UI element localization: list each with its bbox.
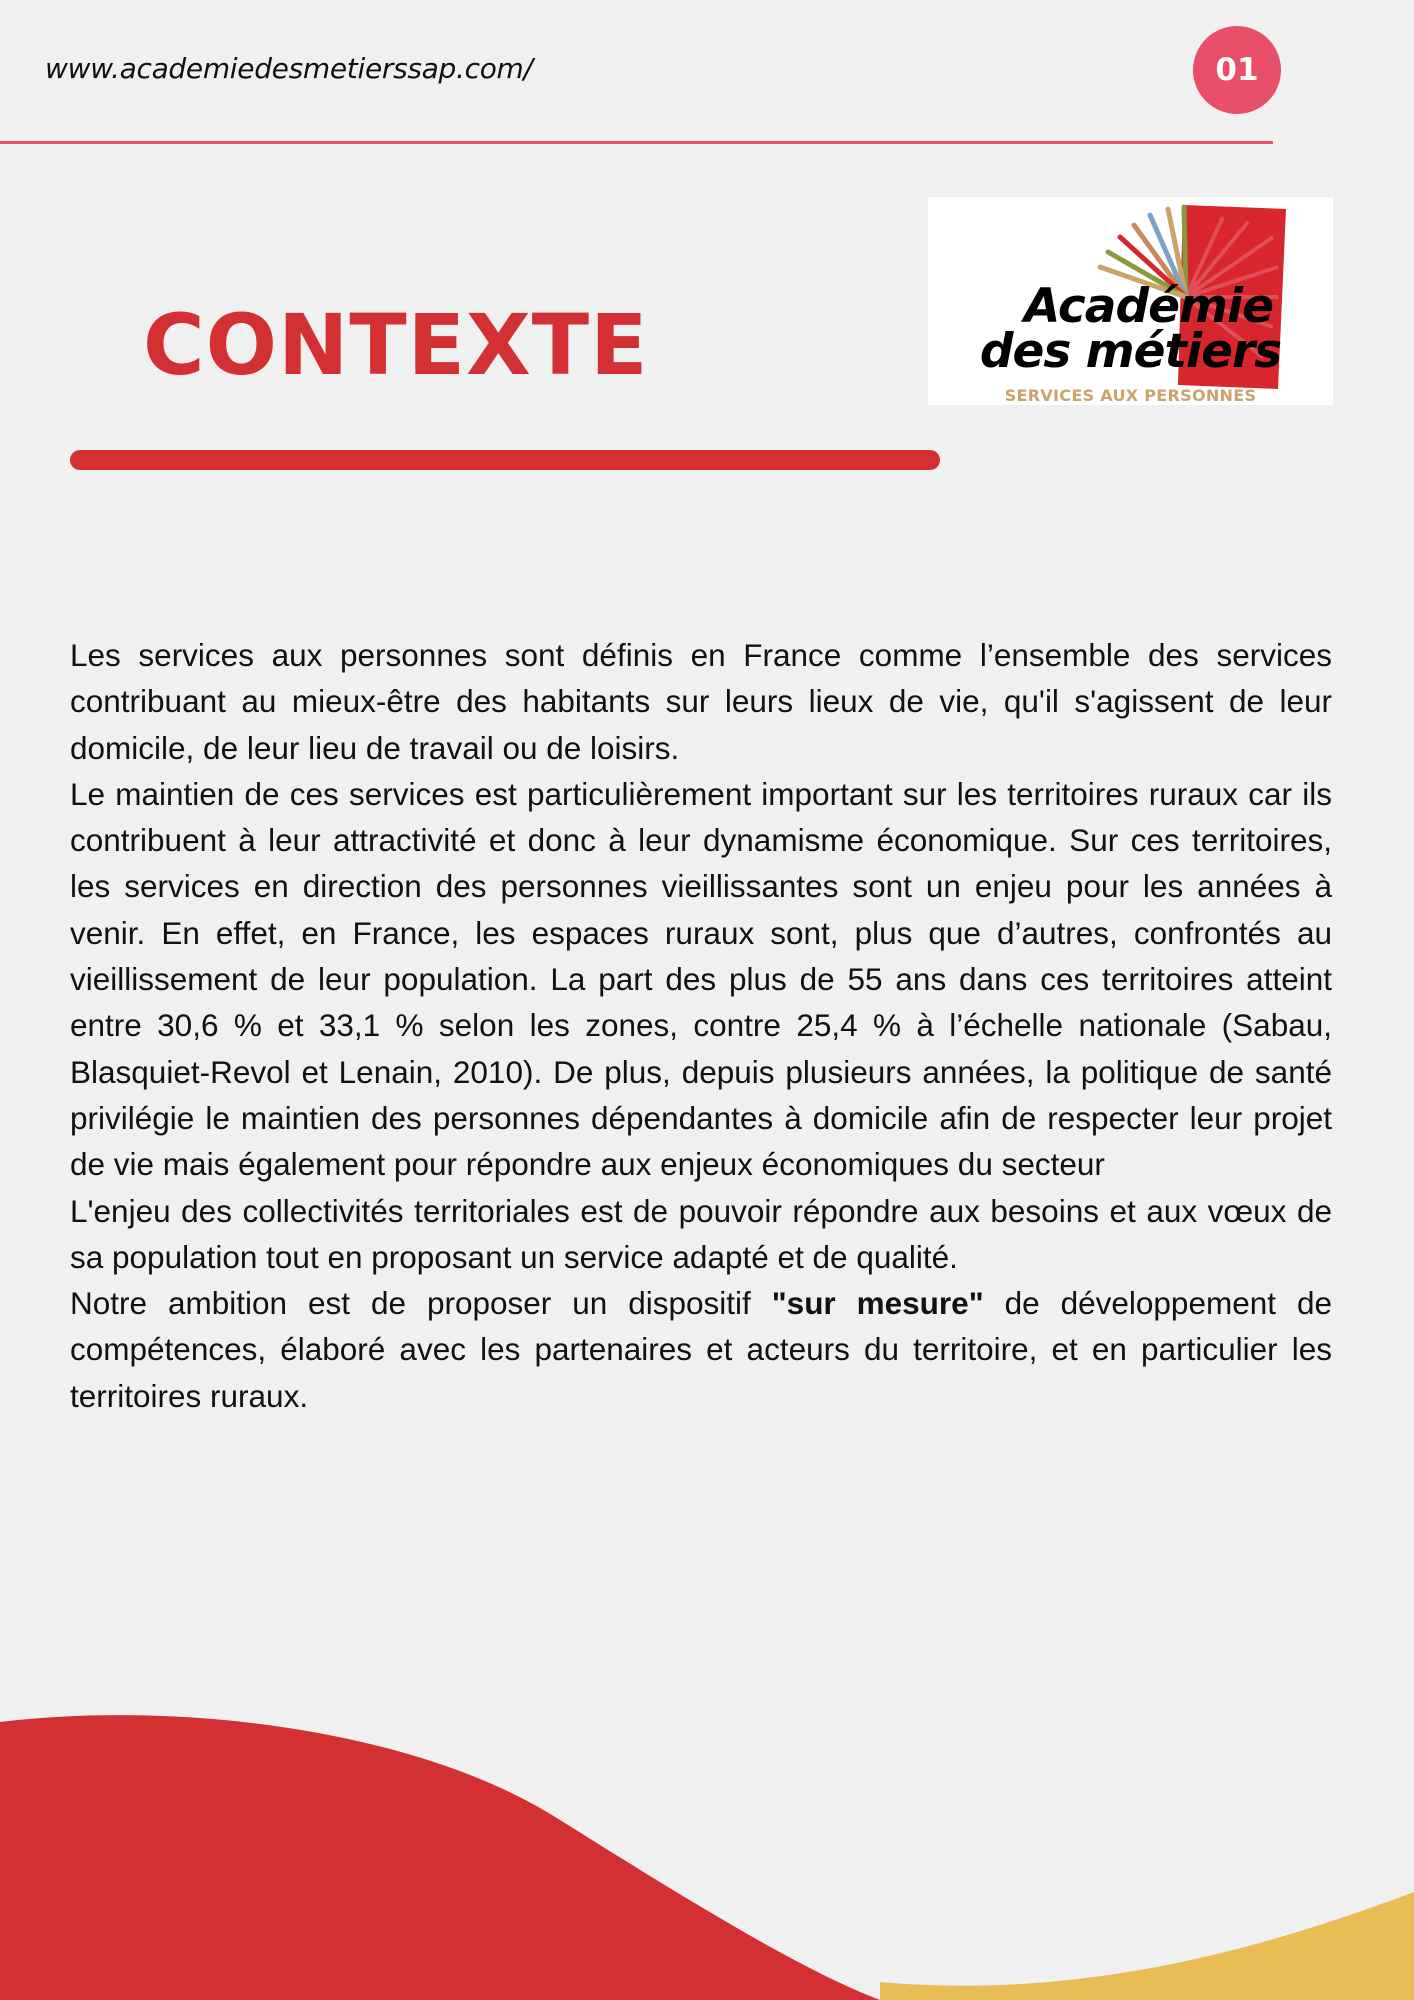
page-title: CONTEXTE (143, 296, 649, 394)
website-url: www.academiedesmetierssap.com/ (45, 52, 533, 85)
paragraph-1: Les services aux personnes sont définis en France comme l’ensemble des services contribuant au mieux-être des habitants sur leurs lieux de vie, qu'il s'agissent de leur domicile, de leur lieu de travail ou de loisirs. (70, 637, 1332, 766)
paragraph-4-end: de développement de compétences, élaboré avec les partenaires et acteurs du territoire, et en particulier les territoires ruraux. (70, 1285, 1332, 1414)
title-underline (70, 450, 940, 470)
logo-tagline: SERVICES AUX PERSONNES (1004, 386, 1257, 405)
paragraph-4-emphasis: "sur mesure" (771, 1285, 984, 1322)
yellow-wave (880, 1892, 1414, 2000)
page-number-badge: 01 (1193, 26, 1281, 114)
body-text (70, 632, 1332, 1419)
red-wave (0, 1715, 880, 2000)
academie-logo (928, 197, 1333, 405)
logo-line-1: Académie (1024, 279, 1273, 334)
logo-line-2: des métiers (979, 324, 1282, 379)
paragraph-4-start: Notre ambition est de proposer un dispositif (70, 1285, 772, 1322)
decorative-waves (0, 1700, 1414, 2000)
header-divider (0, 141, 1273, 144)
paragraph-4 (70, 1280, 1332, 1419)
paragraph-3: L'enjeu des collectivités territoriales est de pouvoir répondre aux besoins et aux vœux de sa population tout en proposant un service adapté et de qualité. (70, 1192, 1332, 1275)
paragraph-2: Le maintien de ces services est particulièrement important sur les territoires ruraux car ils contribuent à leur attractivité et donc à leur dynamisme économique. Sur ces territoires, les services en direction des personnes vieillissantes sont un enjeu pour les années à venir. En effet, en France, les espaces ruraux sont, plus que d’autres, confrontés au vieillissement de leur population. La part des plus de 55 ans dans ces territoires atteint entre 30,6 % et 33,1 % selon les zones, contre 25,4 % à l’échelle nationale (Sabau, Blasquiet-Revol et Lenain, 2010). De plus, depuis plusieurs années, la politique de santé privilégie le maintien des personnes dépendantes à domicile afin de respecter leur projet de vie mais également pour répondre aux enjeux économiques du secteur (70, 775, 1332, 1183)
